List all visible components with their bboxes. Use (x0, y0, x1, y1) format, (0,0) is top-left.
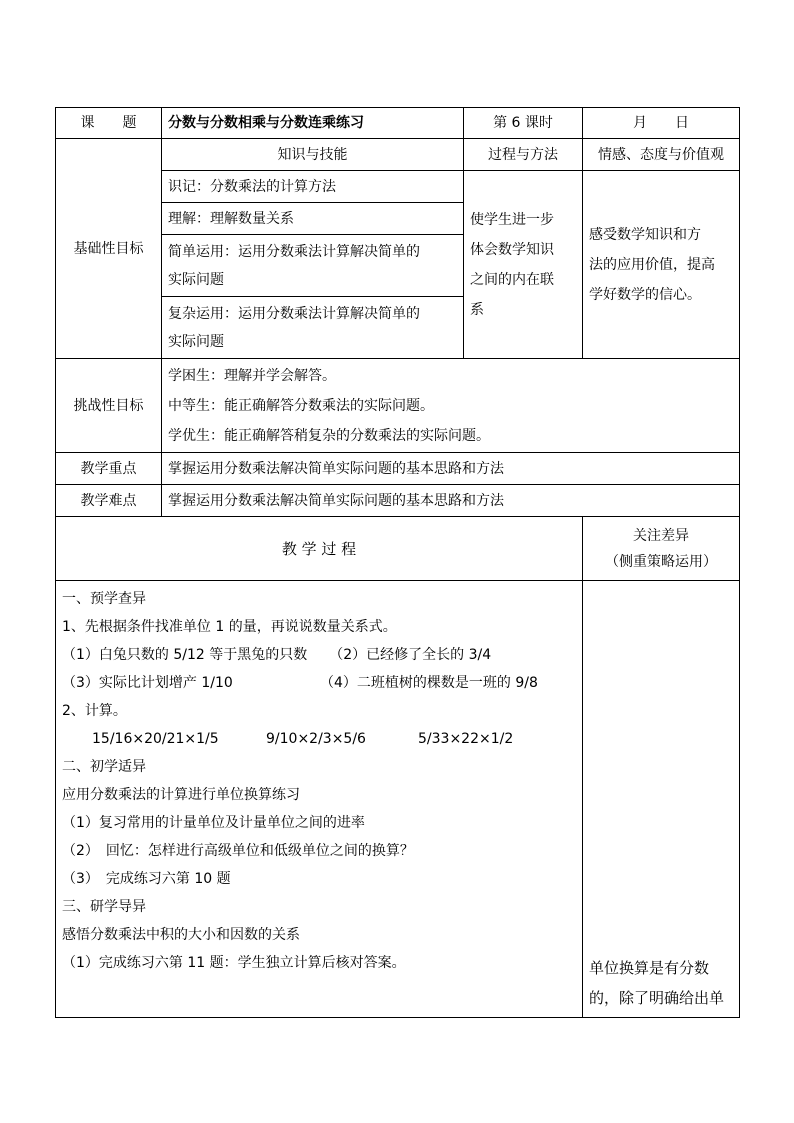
emotion-line: 法的应用价值，提高 (589, 256, 715, 273)
section-heading: 一、预学查异 (62, 591, 146, 607)
calc-line (62, 725, 576, 753)
focus-note-line: 的，除了明确给出单 (589, 989, 725, 1007)
process-text: （3） 完成练习六第 10 题 (62, 871, 231, 887)
process-text: （1）复习常用的计量单位及计量单位之间的进率 (62, 815, 365, 831)
process-text: 应用分数乘法的计算进行单位换算练习 (62, 787, 300, 803)
date-field: 月 日 (583, 108, 740, 139)
process-content (56, 581, 583, 1018)
exercise-line (62, 669, 576, 697)
process-goal (464, 171, 583, 359)
emotion-goal (583, 171, 740, 359)
knowledge-understand: 理解：理解数量关系 (162, 203, 464, 235)
knowledge-recall: 识记：分数乘法的计算方法 (162, 171, 464, 203)
challenge-line: 学困生：理解并学会解答。 (168, 367, 336, 384)
col-knowledge: 知识与技能 (162, 139, 464, 171)
knowledge-line: 复杂运用：运用分数乘法计算解决简单的 (168, 305, 420, 322)
knowledge-line: 实际问题 (168, 333, 224, 350)
knowledge-line: 简单运用：运用分数乘法计算解决简单的 (168, 243, 420, 260)
process-line: 系 (470, 301, 484, 318)
topic-title: 分数与分数相乘与分数连乘练习 (162, 108, 464, 139)
challenge-line: 中等生：能正确解答分数乘法的实际问题。 (168, 397, 434, 414)
exercise-item: （4）二班植树的棵数是一班的 9/8 (320, 675, 538, 691)
challenge-row (56, 359, 740, 453)
col-emotion: 情感、态度与价值观 (583, 139, 740, 171)
key-point-text: 掌握运用分数乘法解决简单实际问题的基本思路和方法 (162, 453, 740, 485)
focus-subtitle: （侧重策略运用） (605, 553, 717, 570)
header-row (56, 108, 740, 139)
exercise-item: （3）实际比计划增产 1/10 (62, 675, 233, 691)
challenge-line: 学优生：能正确解答稍复杂的分数乘法的实际问题。 (168, 427, 490, 444)
calc-item: 5/33×22×1/2 (418, 731, 514, 747)
focus-title: 关注差异 (633, 527, 689, 544)
process-text: 1、先根据条件找准单位 1 的量，再说说数量关系式。 (62, 619, 397, 635)
section-heading: 三、研学导异 (62, 899, 146, 915)
goals-header-row (56, 139, 740, 171)
emotion-line: 感受数学知识和方 (589, 226, 701, 243)
difficulty-row (56, 485, 740, 517)
key-point-label: 教学重点 (56, 453, 162, 485)
section-heading: 二、初学适异 (62, 759, 146, 775)
lesson-plan-document (55, 107, 739, 1018)
process-text: 感悟分数乘法中积的大小和因数的关系 (62, 927, 300, 943)
process-text: 2、计算。 (62, 703, 127, 719)
focus-content (583, 581, 740, 1018)
key-point-row (56, 453, 740, 485)
difficulty-text: 掌握运用分数乘法解决简单实际问题的基本思路和方法 (162, 485, 740, 517)
basic-goal-label: 基础性目标 (56, 139, 162, 359)
lesson-plan-table (55, 107, 740, 1018)
exercise-item: （2）已经修了全长的 3/4 (329, 647, 492, 663)
knowledge-complex-apply (162, 297, 464, 359)
calc-item: 15/16×20/21×1/5 (92, 731, 219, 747)
process-header-row (56, 517, 740, 581)
lesson-number: 第 6 课时 (464, 108, 583, 139)
challenge-goal-content (162, 359, 740, 453)
col-process: 过程与方法 (464, 139, 583, 171)
calc-item: 9/10×2/3×5/6 (266, 731, 366, 747)
process-line: 之间的内在联 (470, 271, 554, 288)
process-text: （2） 回忆：怎样进行高级单位和低级单位之间的换算？ (62, 843, 414, 859)
difficulty-label: 教学难点 (56, 485, 162, 517)
process-line: 使学生进一步 (470, 211, 554, 228)
process-title: 教 学 过 程 (56, 517, 583, 581)
focus-note-line: 单位换算是有分数 (589, 959, 710, 977)
process-body-row (56, 581, 740, 1018)
topic-label: 课 题 (56, 108, 162, 139)
challenge-goal-label: 挑战性目标 (56, 359, 162, 453)
process-text: （1）完成练习六第 11 题：学生独立计算后核对答案。 (62, 955, 406, 971)
knowledge-line: 实际问题 (168, 271, 224, 288)
emotion-line: 学好数学的信心。 (589, 286, 701, 303)
knowledge-simple-apply (162, 235, 464, 297)
focus-header (583, 517, 740, 581)
exercise-item: （1）白兔只数的 5/12 等于黑兔的只数 (62, 647, 308, 663)
process-line: 体会数学知识 (470, 241, 554, 258)
exercise-line (62, 641, 576, 669)
